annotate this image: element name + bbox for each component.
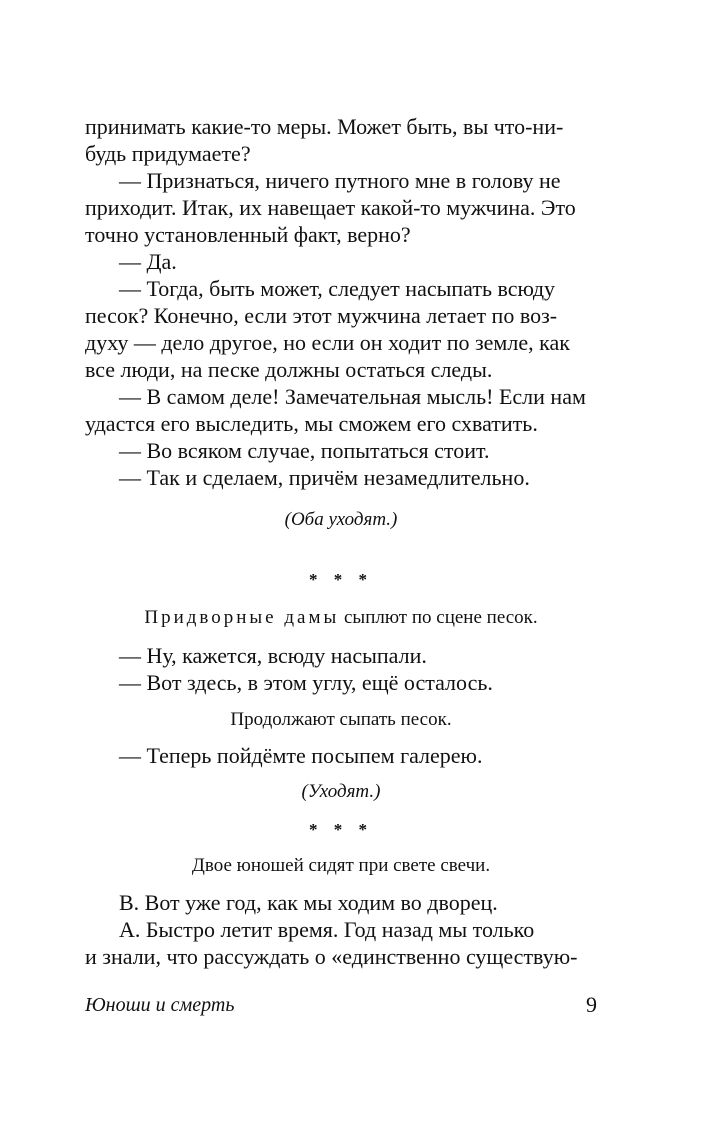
- text-line: принимать какие-то меры. Может быть, вы что-ни-: [85, 114, 564, 139]
- text-line: приходит. Итак, их навещает какой-то мужчина. Это: [85, 195, 576, 220]
- text-line: — Да.: [119, 249, 177, 274]
- text-line: точно установленный факт, верно?: [85, 222, 411, 247]
- text-line: — Так и сделаем, причём незамедлительно.: [119, 465, 530, 490]
- stage-direction: Продолжают сыпать песок.: [230, 709, 452, 730]
- text-line: — Во всяком случае, попытаться стоит.: [119, 438, 490, 463]
- text-line: все люди, на песке должны остаться следы.: [85, 357, 493, 382]
- stage-direction: (Уходят.): [301, 781, 381, 802]
- running-footer-title: Юноши и смерть: [85, 994, 235, 1016]
- stage-direction: (Оба уходят.): [284, 509, 398, 530]
- body-text-1: [85, 113, 597, 491]
- body-text-2: [85, 642, 597, 696]
- text-line: удастся его выследить, мы сможем его схватить.: [85, 411, 538, 436]
- text-line: В. Вот уже год, как мы ходим во дворец.: [119, 890, 498, 915]
- text-line: будь придумаете?: [85, 141, 251, 166]
- text-line: — Теперь пойдёмте посыпем галерею.: [119, 743, 483, 768]
- text-line: — В самом деле! Замечательная мысль! Если нам: [119, 384, 586, 409]
- section-separator: * * *: [309, 820, 373, 839]
- text-line: — Вот здесь, в этом углу, ещё осталось.: [119, 670, 493, 695]
- section-separator: * * *: [309, 570, 373, 589]
- stage-direction-spaced: Придворные дамы: [144, 607, 340, 628]
- text-line: и знали, что рассуждать о «единственно существую-: [85, 944, 578, 969]
- text-line: духу — дело другое, но если он ходит по земле, как: [85, 330, 570, 355]
- stage-direction: Двое юношей сидят при свете свечи.: [191, 855, 491, 876]
- text-line: песок? Конечно, если этот мужчина летает по воз-: [85, 303, 558, 328]
- stage-direction-rest: сыплют по сцене песок.: [339, 607, 538, 628]
- text-line: — Тогда, быть может, следует насыпать всюду: [119, 276, 556, 301]
- page-number: 9: [586, 992, 597, 1017]
- stage-direction: [85, 604, 597, 631]
- body-text-3: [85, 742, 597, 769]
- text-line: — Признаться, ничего путного мне в голову не: [119, 168, 561, 193]
- body-text-4: [85, 889, 597, 970]
- text-line: — Ну, кажется, всюду насыпали.: [119, 643, 427, 668]
- text-line: А. Быстро летит время. Год назад мы только: [119, 917, 535, 942]
